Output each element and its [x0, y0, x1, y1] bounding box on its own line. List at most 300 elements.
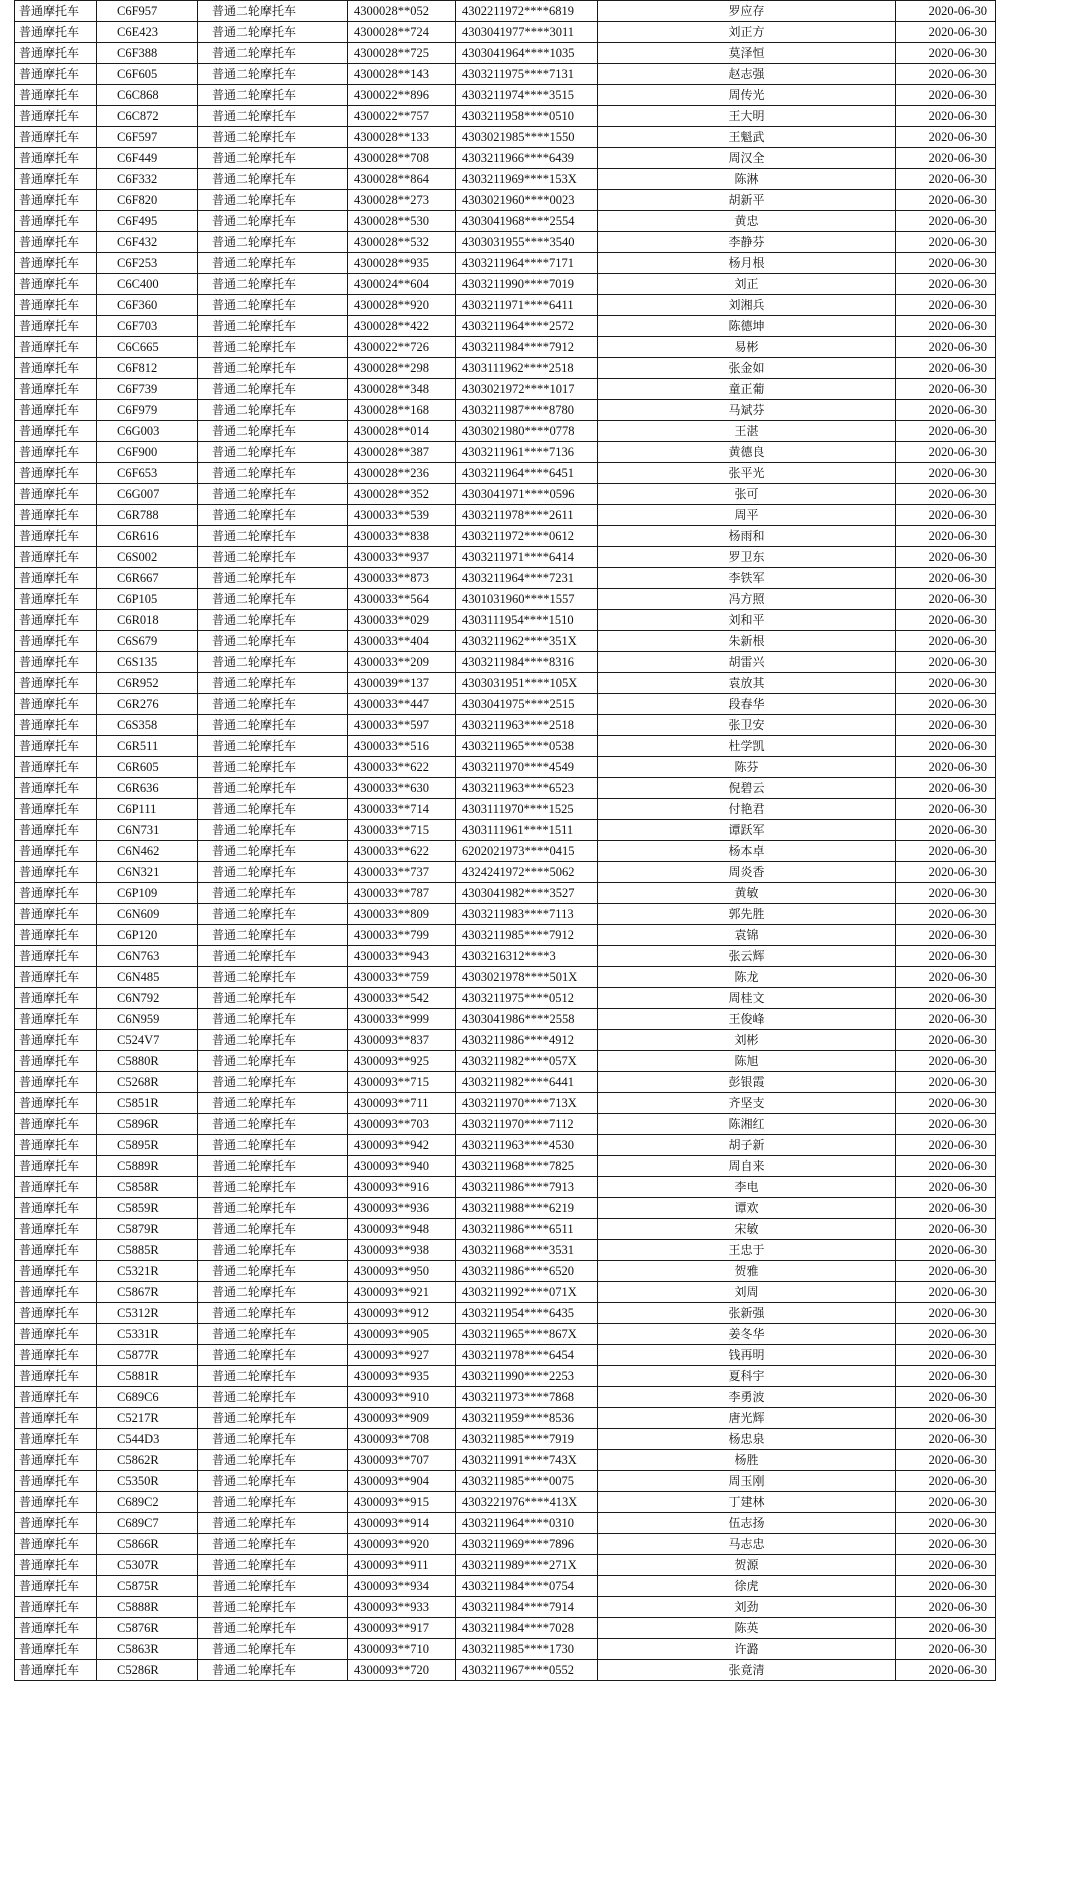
owner-name-cell: 胡子新: [598, 1135, 896, 1156]
table-row: [15, 841, 996, 862]
vehicle-model-cell: 普通二轮摩托车: [198, 526, 348, 547]
table-row: [15, 1135, 996, 1156]
plate-number-cell: C6N731: [97, 820, 198, 841]
date-cell: 2020-06-30: [896, 1534, 996, 1555]
owner-name-cell: 周炎香: [598, 862, 896, 883]
table-row: [15, 1219, 996, 1240]
vehicle-type-cell: 普通摩托车: [15, 589, 97, 610]
vehicle-model-cell: 普通二轮摩托车: [198, 1450, 348, 1471]
license-number-cell: 4300093**920: [348, 1534, 456, 1555]
vehicle-type-cell: 普通摩托车: [15, 442, 97, 463]
license-number-cell: 4300033**715: [348, 820, 456, 841]
license-number-cell: 4300033**799: [348, 925, 456, 946]
id-number-cell: 4303211978****6454: [456, 1345, 598, 1366]
table-row: [15, 421, 996, 442]
vehicle-model-cell: 普通二轮摩托车: [198, 1576, 348, 1597]
license-number-cell: 4300028**920: [348, 295, 456, 316]
vehicle-model-cell: 普通二轮摩托车: [198, 1366, 348, 1387]
plate-number-cell: C5889R: [97, 1156, 198, 1177]
table-row: [15, 1660, 996, 1681]
owner-name-cell: 钱再明: [598, 1345, 896, 1366]
vehicle-model-cell: 普通二轮摩托车: [198, 1639, 348, 1660]
license-number-cell: 4300033**597: [348, 715, 456, 736]
vehicle-model-cell: 普通二轮摩托车: [198, 1345, 348, 1366]
id-number-cell: 4303211969****7896: [456, 1534, 598, 1555]
date-cell: 2020-06-30: [896, 589, 996, 610]
vehicle-type-cell: 普通摩托车: [15, 358, 97, 379]
vehicle-model-cell: 普通二轮摩托车: [198, 1387, 348, 1408]
owner-name-cell: 贺源: [598, 1555, 896, 1576]
date-cell: 2020-06-30: [896, 379, 996, 400]
vehicle-type-cell: 普通摩托车: [15, 505, 97, 526]
vehicle-model-cell: 普通二轮摩托车: [198, 589, 348, 610]
vehicle-model-cell: 普通二轮摩托车: [198, 442, 348, 463]
license-number-cell: 4300033**542: [348, 988, 456, 1009]
owner-name-cell: 李勇波: [598, 1387, 896, 1408]
id-number-cell: 4301031960****1557: [456, 589, 598, 610]
license-number-cell: 4300033**447: [348, 694, 456, 715]
date-cell: 2020-06-30: [896, 1429, 996, 1450]
vehicle-type-cell: 普通摩托车: [15, 778, 97, 799]
license-number-cell: 4300033**209: [348, 652, 456, 673]
id-number-cell: 4303031955****3540: [456, 232, 598, 253]
table-row: [15, 610, 996, 631]
plate-number-cell: C5879R: [97, 1219, 198, 1240]
id-number-cell: 4303211970****713X: [456, 1093, 598, 1114]
vehicle-model-cell: 普通二轮摩托车: [198, 1261, 348, 1282]
vehicle-model-cell: 普通二轮摩托车: [198, 316, 348, 337]
vehicle-model-cell: 普通二轮摩托车: [198, 484, 348, 505]
table-row: [15, 484, 996, 505]
vehicle-type-cell: 普通摩托车: [15, 64, 97, 85]
vehicle-type-cell: 普通摩托车: [15, 1660, 97, 1681]
table-row: [15, 463, 996, 484]
date-cell: 2020-06-30: [896, 841, 996, 862]
id-number-cell: 4303211974****3515: [456, 85, 598, 106]
table-row: [15, 1618, 996, 1639]
license-number-cell: 4300028**724: [348, 22, 456, 43]
owner-name-cell: 李铁军: [598, 568, 896, 589]
plate-number-cell: C6R952: [97, 673, 198, 694]
vehicle-model-cell: 普通二轮摩托车: [198, 862, 348, 883]
plate-number-cell: C5863R: [97, 1639, 198, 1660]
id-number-cell: 4303211965****0538: [456, 736, 598, 757]
license-number-cell: 4300033**937: [348, 547, 456, 568]
license-number-cell: 4300028**422: [348, 316, 456, 337]
table-row: [15, 127, 996, 148]
vehicle-model-cell: 普通二轮摩托车: [198, 925, 348, 946]
table-row: [15, 757, 996, 778]
table-row: [15, 253, 996, 274]
table-row: [15, 1177, 996, 1198]
date-cell: 2020-06-30: [896, 1639, 996, 1660]
vehicle-type-cell: 普通摩托车: [15, 757, 97, 778]
vehicle-type-cell: 普通摩托车: [15, 1, 97, 22]
date-cell: 2020-06-30: [896, 106, 996, 127]
owner-name-cell: 罗应存: [598, 1, 896, 22]
table-row: [15, 862, 996, 883]
id-number-cell: 4303211964****6451: [456, 463, 598, 484]
table-row: [15, 232, 996, 253]
plate-number-cell: C5307R: [97, 1555, 198, 1576]
plate-number-cell: C6R276: [97, 694, 198, 715]
date-cell: 2020-06-30: [896, 463, 996, 484]
plate-number-cell: C5859R: [97, 1198, 198, 1219]
owner-name-cell: 周玉刚: [598, 1471, 896, 1492]
vehicle-type-cell: 普通摩托车: [15, 820, 97, 841]
license-number-cell: 4300033**539: [348, 505, 456, 526]
date-cell: 2020-06-30: [896, 1177, 996, 1198]
owner-name-cell: 徐虎: [598, 1576, 896, 1597]
owner-name-cell: 陈湘红: [598, 1114, 896, 1135]
license-number-cell: 4300093**916: [348, 1177, 456, 1198]
license-number-cell: 4300033**630: [348, 778, 456, 799]
date-cell: 2020-06-30: [896, 1618, 996, 1639]
date-cell: 2020-06-30: [896, 1093, 996, 1114]
plate-number-cell: C6F332: [97, 169, 198, 190]
vehicle-type-cell: 普通摩托车: [15, 946, 97, 967]
vehicle-model-cell: 普通二轮摩托车: [198, 295, 348, 316]
license-number-cell: 4300093**905: [348, 1324, 456, 1345]
plate-number-cell: C5858R: [97, 1177, 198, 1198]
id-number-cell: 4303211971****6411: [456, 295, 598, 316]
plate-number-cell: C6F900: [97, 442, 198, 463]
plate-number-cell: C5896R: [97, 1114, 198, 1135]
vehicle-type-cell: 普通摩托车: [15, 232, 97, 253]
vehicle-model-cell: 普通二轮摩托车: [198, 1072, 348, 1093]
vehicle-model-cell: 普通二轮摩托车: [198, 1156, 348, 1177]
vehicle-type-cell: 普通摩托车: [15, 1492, 97, 1513]
id-number-cell: 4303211982****6441: [456, 1072, 598, 1093]
date-cell: 2020-06-30: [896, 43, 996, 64]
plate-number-cell: C5268R: [97, 1072, 198, 1093]
date-cell: 2020-06-30: [896, 1135, 996, 1156]
vehicle-type-cell: 普通摩托车: [15, 694, 97, 715]
plate-number-cell: C6S135: [97, 652, 198, 673]
vehicle-model-cell: 普通二轮摩托车: [198, 148, 348, 169]
owner-name-cell: 唐光辉: [598, 1408, 896, 1429]
id-number-cell: 4303211975****0512: [456, 988, 598, 1009]
license-number-cell: 4300028**352: [348, 484, 456, 505]
plate-number-cell: C6P109: [97, 883, 198, 904]
plate-number-cell: C6S358: [97, 715, 198, 736]
vehicle-model-cell: 普通二轮摩托车: [198, 1, 348, 22]
plate-number-cell: C6P120: [97, 925, 198, 946]
owner-name-cell: 谭欢: [598, 1198, 896, 1219]
table-row: [15, 1324, 996, 1345]
plate-number-cell: C5286R: [97, 1660, 198, 1681]
date-cell: 2020-06-30: [896, 883, 996, 904]
license-number-cell: 4300022**896: [348, 85, 456, 106]
vehicle-model-cell: 普通二轮摩托车: [198, 1198, 348, 1219]
date-cell: 2020-06-30: [896, 904, 996, 925]
id-number-cell: 4303211968****7825: [456, 1156, 598, 1177]
plate-number-cell: C6P111: [97, 799, 198, 820]
date-cell: 2020-06-30: [896, 169, 996, 190]
id-number-cell: 4303031951****105X: [456, 673, 598, 694]
date-cell: 2020-06-30: [896, 1261, 996, 1282]
vehicle-model-cell: 普通二轮摩托车: [198, 1597, 348, 1618]
owner-name-cell: 周传光: [598, 85, 896, 106]
vehicle-model-cell: 普通二轮摩托车: [198, 1471, 348, 1492]
plate-number-cell: C5866R: [97, 1534, 198, 1555]
owner-name-cell: 陈龙: [598, 967, 896, 988]
vehicle-type-cell: 普通摩托车: [15, 715, 97, 736]
id-number-cell: 4303211984****0754: [456, 1576, 598, 1597]
table-row: [15, 883, 996, 904]
license-number-cell: 4300093**904: [348, 1471, 456, 1492]
owner-name-cell: 胡雷兴: [598, 652, 896, 673]
id-number-cell: 4303211982****057X: [456, 1051, 598, 1072]
vehicle-type-cell: 普通摩托车: [15, 1072, 97, 1093]
vehicle-type-cell: 普通摩托车: [15, 547, 97, 568]
plate-number-cell: C6G007: [97, 484, 198, 505]
vehicle-type-cell: 普通摩托车: [15, 904, 97, 925]
vehicle-model-cell: 普通二轮摩托车: [198, 1009, 348, 1030]
owner-name-cell: 刘正方: [598, 22, 896, 43]
id-number-cell: 4303211978****2611: [456, 505, 598, 526]
vehicle-model-cell: 普通二轮摩托车: [198, 799, 348, 820]
date-cell: 2020-06-30: [896, 799, 996, 820]
records-table: [14, 0, 996, 1681]
date-cell: 2020-06-30: [896, 778, 996, 799]
date-cell: 2020-06-30: [896, 484, 996, 505]
table-row: [15, 64, 996, 85]
vehicle-model-cell: 普通二轮摩托车: [198, 1114, 348, 1135]
vehicle-type-cell: 普通摩托车: [15, 1450, 97, 1471]
id-number-cell: 4303041977****3011: [456, 22, 598, 43]
owner-name-cell: 张卫安: [598, 715, 896, 736]
plate-number-cell: C6F812: [97, 358, 198, 379]
id-number-cell: 4303211984****7028: [456, 1618, 598, 1639]
vehicle-model-cell: 普通二轮摩托车: [198, 1555, 348, 1576]
table-row: [15, 442, 996, 463]
license-number-cell: 4300028**532: [348, 232, 456, 253]
vehicle-type-cell: 普通摩托车: [15, 862, 97, 883]
date-cell: 2020-06-30: [896, 568, 996, 589]
license-number-cell: 4300028**052: [348, 1, 456, 22]
owner-name-cell: 赵志强: [598, 64, 896, 85]
date-cell: 2020-06-30: [896, 988, 996, 1009]
owner-name-cell: 张竟清: [598, 1660, 896, 1681]
date-cell: 2020-06-30: [896, 211, 996, 232]
table-row: [15, 379, 996, 400]
vehicle-type-cell: 普通摩托车: [15, 925, 97, 946]
owner-name-cell: 周汉全: [598, 148, 896, 169]
license-number-cell: 4300033**737: [348, 862, 456, 883]
license-number-cell: 4300028**348: [348, 379, 456, 400]
owner-name-cell: 刘和平: [598, 610, 896, 631]
table-row: [15, 967, 996, 988]
id-number-cell: 4303041964****1035: [456, 43, 598, 64]
plate-number-cell: C5350R: [97, 1471, 198, 1492]
license-number-cell: 4300028**143: [348, 64, 456, 85]
vehicle-type-cell: 普通摩托车: [15, 1030, 97, 1051]
vehicle-type-cell: 普通摩托车: [15, 610, 97, 631]
vehicle-model-cell: 普通二轮摩托车: [198, 757, 348, 778]
vehicle-type-cell: 普通摩托车: [15, 253, 97, 274]
date-cell: 2020-06-30: [896, 1408, 996, 1429]
license-number-cell: 4300033**759: [348, 967, 456, 988]
date-cell: 2020-06-30: [896, 925, 996, 946]
plate-number-cell: C6R788: [97, 505, 198, 526]
owner-name-cell: 易彬: [598, 337, 896, 358]
plate-number-cell: C6P105: [97, 589, 198, 610]
plate-number-cell: C6F360: [97, 295, 198, 316]
plate-number-cell: C6C872: [97, 106, 198, 127]
vehicle-type-cell: 普通摩托车: [15, 568, 97, 589]
owner-name-cell: 贺雅: [598, 1261, 896, 1282]
plate-number-cell: C5217R: [97, 1408, 198, 1429]
table-row: [15, 1051, 996, 1072]
plate-number-cell: C6R605: [97, 757, 198, 778]
owner-name-cell: 齐坚支: [598, 1093, 896, 1114]
date-cell: 2020-06-30: [896, 1198, 996, 1219]
plate-number-cell: C5885R: [97, 1240, 198, 1261]
vehicle-type-cell: 普通摩托车: [15, 1240, 97, 1261]
owner-name-cell: 罗卫东: [598, 547, 896, 568]
date-cell: 2020-06-30: [896, 757, 996, 778]
license-number-cell: 4300093**912: [348, 1303, 456, 1324]
vehicle-model-cell: 普通二轮摩托车: [198, 610, 348, 631]
owner-name-cell: 谭跃军: [598, 820, 896, 841]
license-number-cell: 4300033**564: [348, 589, 456, 610]
plate-number-cell: C689C2: [97, 1492, 198, 1513]
plate-number-cell: C6N485: [97, 967, 198, 988]
table-row: [15, 778, 996, 799]
license-number-cell: 4300093**933: [348, 1597, 456, 1618]
id-number-cell: 4303041971****0596: [456, 484, 598, 505]
vehicle-type-cell: 普通摩托车: [15, 127, 97, 148]
license-number-cell: 4300039**137: [348, 673, 456, 694]
owner-name-cell: 陈芬: [598, 757, 896, 778]
license-number-cell: 4300033**999: [348, 1009, 456, 1030]
license-number-cell: 4300033**787: [348, 883, 456, 904]
id-number-cell: 4303211963****4530: [456, 1135, 598, 1156]
plate-number-cell: C5895R: [97, 1135, 198, 1156]
vehicle-type-cell: 普通摩托车: [15, 1303, 97, 1324]
table-row: [15, 799, 996, 820]
id-number-cell: 4303211984****7912: [456, 337, 598, 358]
plate-number-cell: C6F432: [97, 232, 198, 253]
date-cell: 2020-06-30: [896, 1051, 996, 1072]
table-row: [15, 1513, 996, 1534]
vehicle-model-cell: 普通二轮摩托车: [198, 400, 348, 421]
owner-name-cell: 杜学凯: [598, 736, 896, 757]
table-row: [15, 631, 996, 652]
vehicle-type-cell: 普通摩托车: [15, 1618, 97, 1639]
owner-name-cell: 姜冬华: [598, 1324, 896, 1345]
vehicle-type-cell: 普通摩托车: [15, 736, 97, 757]
table-row: [15, 358, 996, 379]
plate-number-cell: C6N792: [97, 988, 198, 1009]
id-number-cell: 4303211954****6435: [456, 1303, 598, 1324]
table-row: [15, 274, 996, 295]
owner-name-cell: 王忠于: [598, 1240, 896, 1261]
vehicle-model-cell: 普通二轮摩托车: [198, 988, 348, 1009]
table-row: [15, 43, 996, 64]
table-row: [15, 1555, 996, 1576]
date-cell: 2020-06-30: [896, 715, 996, 736]
owner-name-cell: 段春华: [598, 694, 896, 715]
vehicle-model-cell: 普通二轮摩托车: [198, 1177, 348, 1198]
vehicle-type-cell: 普通摩托车: [15, 1555, 97, 1576]
license-number-cell: 4300028**708: [348, 148, 456, 169]
plate-number-cell: C5877R: [97, 1345, 198, 1366]
table-row: [15, 904, 996, 925]
table-row: [15, 820, 996, 841]
table-row: [15, 988, 996, 1009]
table-row: [15, 715, 996, 736]
id-number-cell: 4303111970****1525: [456, 799, 598, 820]
table-row: [15, 1492, 996, 1513]
vehicle-model-cell: 普通二轮摩托车: [198, 673, 348, 694]
license-number-cell: 4300093**711: [348, 1093, 456, 1114]
owner-name-cell: 杨本卓: [598, 841, 896, 862]
id-number-cell: 4303211970****4549: [456, 757, 598, 778]
id-number-cell: 4303211984****8316: [456, 652, 598, 673]
vehicle-type-cell: 普通摩托车: [15, 1051, 97, 1072]
license-number-cell: 4300028**168: [348, 400, 456, 421]
id-number-cell: 4303021980****0778: [456, 421, 598, 442]
vehicle-type-cell: 普通摩托车: [15, 1177, 97, 1198]
date-cell: 2020-06-30: [896, 631, 996, 652]
vehicle-model-cell: 普通二轮摩托车: [198, 904, 348, 925]
vehicle-type-cell: 普通摩托车: [15, 169, 97, 190]
vehicle-type-cell: 普通摩托车: [15, 337, 97, 358]
owner-name-cell: 陈英: [598, 1618, 896, 1639]
plate-number-cell: C5312R: [97, 1303, 198, 1324]
vehicle-type-cell: 普通摩托车: [15, 1366, 97, 1387]
id-number-cell: 4303211963****2518: [456, 715, 598, 736]
id-number-cell: 4303111954****1510: [456, 610, 598, 631]
plate-number-cell: C6N462: [97, 841, 198, 862]
vehicle-model-cell: 普通二轮摩托车: [198, 358, 348, 379]
table-row: [15, 1261, 996, 1282]
owner-name-cell: 王魁武: [598, 127, 896, 148]
date-cell: 2020-06-30: [896, 316, 996, 337]
date-cell: 2020-06-30: [896, 1450, 996, 1471]
vehicle-type-cell: 普通摩托车: [15, 316, 97, 337]
plate-number-cell: C5875R: [97, 1576, 198, 1597]
plate-number-cell: C6F597: [97, 127, 198, 148]
plate-number-cell: C5880R: [97, 1051, 198, 1072]
date-cell: 2020-06-30: [896, 820, 996, 841]
vehicle-model-cell: 普通二轮摩托车: [198, 568, 348, 589]
vehicle-model-cell: 普通二轮摩托车: [198, 1219, 348, 1240]
date-cell: 2020-06-30: [896, 1471, 996, 1492]
table-row: [15, 1450, 996, 1471]
plate-number-cell: C6C400: [97, 274, 198, 295]
license-number-cell: 4300028**387: [348, 442, 456, 463]
plate-number-cell: C6F388: [97, 43, 198, 64]
id-number-cell: 4303211964****7231: [456, 568, 598, 589]
id-number-cell: 4302211972****6819: [456, 1, 598, 22]
date-cell: 2020-06-30: [896, 400, 996, 421]
license-number-cell: 4300093**942: [348, 1135, 456, 1156]
vehicle-model-cell: 普通二轮摩托车: [198, 1618, 348, 1639]
id-number-cell: 4303041975****2515: [456, 694, 598, 715]
id-number-cell: 4303211990****2253: [456, 1366, 598, 1387]
license-number-cell: 4300028**530: [348, 211, 456, 232]
owner-name-cell: 马志忠: [598, 1534, 896, 1555]
license-number-cell: 4300093**927: [348, 1345, 456, 1366]
owner-name-cell: 彭银霞: [598, 1072, 896, 1093]
license-number-cell: 4300093**917: [348, 1618, 456, 1639]
owner-name-cell: 丁建林: [598, 1492, 896, 1513]
id-number-cell: 4303211964****2572: [456, 316, 598, 337]
date-cell: 2020-06-30: [896, 1219, 996, 1240]
